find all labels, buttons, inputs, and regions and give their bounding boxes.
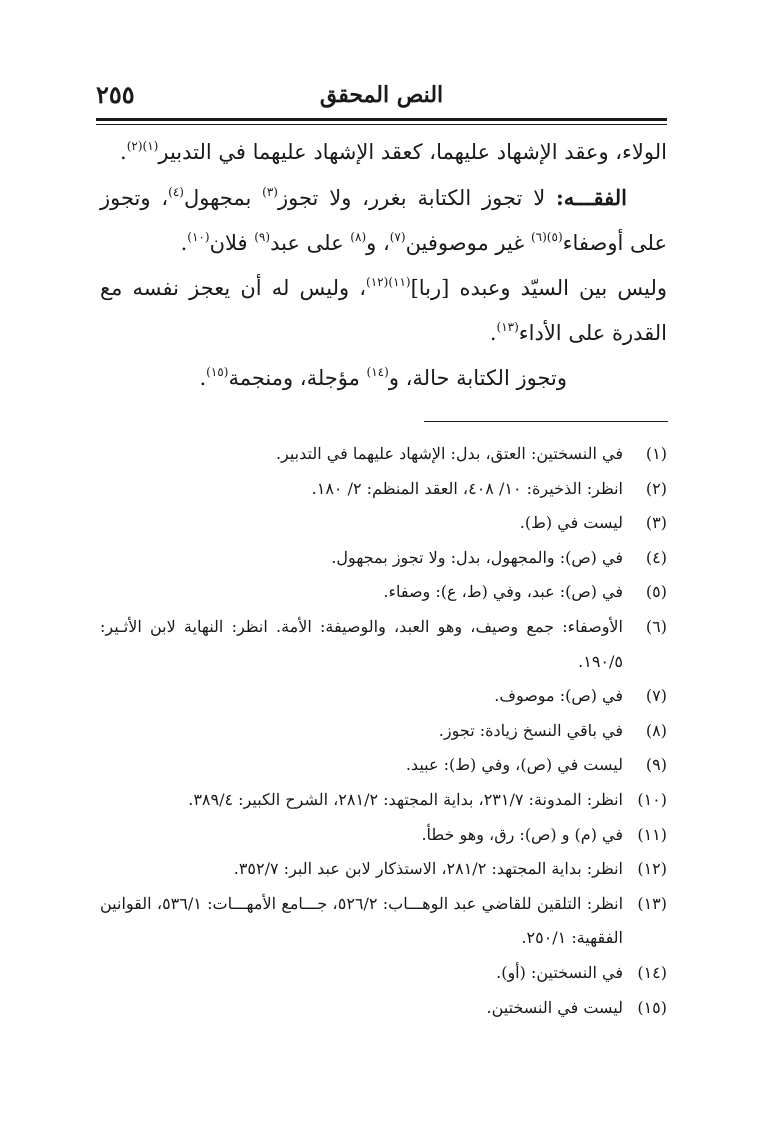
footnote-text: في (م) و (ص): رق، وهو خطأ.	[421, 824, 623, 844]
paragraph-fiqh: الفقـــه: لا تجوز الكتابة بغرر، ولا تجوز$^{(٣)}$ بمجهول$^{(٤)}$، وتجوز على أوصفاء$^{(٥)(٦)}$ غير موصوفين$^{(٧)}$، و$^{(٨)}$ على عبد$^{(٩)}$ فلان$^{(١٠)}$.	[100, 185, 667, 255]
footnote	[100, 818, 667, 853]
footnote-number: (١٣)	[637, 893, 667, 913]
footnote-ref: (١٣)	[496, 320, 519, 334]
footnote-ref: (١٢)	[366, 275, 389, 289]
footnote-number: (١١)	[637, 824, 667, 844]
footnote-ref: (٥)	[546, 230, 563, 244]
footnote-text: في النسختين: العتق، بدل: الإشهاد عليهما في التدبير.	[275, 444, 623, 463]
header-rule-thin	[96, 124, 667, 125]
footnote-number: (٣)	[645, 513, 667, 533]
footnote-text: في (ص): موصوف.	[494, 686, 623, 706]
paragraph-master-slave: وليس بين السيّد وعبده [ربا]$^{(١١)(١٢)}$، وليس له أن يعجز نفسه مع القدرة على الأداء$^{(١٣)}$.	[100, 275, 667, 345]
footnote-ref: (٧)	[389, 230, 406, 244]
text-line-continuation: الولاء، وعقد الإشهاد عليهما، كعقد الإشهاد عليهما في التدبير$^{(١)(٢)}$.	[120, 139, 667, 164]
footnote-ref: (٦)	[530, 230, 547, 244]
footnote-text: الأوصفاء: جمع وصيف، وهو العبد، والوصيفة: الأمة. انظر: النهاية لابن الأثـير: ١٩٠/٥.	[100, 616, 623, 671]
footnote	[100, 506, 667, 541]
footnote	[100, 887, 667, 956]
footnote-number: (١٤)	[637, 962, 667, 982]
footnote-ref: (١٠)	[187, 230, 210, 244]
footnote	[100, 852, 667, 887]
footnote	[100, 956, 667, 991]
footnote-ref: (٩)	[254, 230, 271, 244]
footnote	[100, 783, 667, 818]
page-number: ٢٥٥	[96, 80, 135, 109]
footnote-ref: (٨)	[350, 230, 367, 244]
footnote-separator	[424, 421, 668, 422]
footnote-number: (٩)	[645, 755, 667, 775]
footnote-text: ليست في النسختين.	[486, 997, 623, 1017]
footnote-ref: (١)	[142, 139, 159, 153]
footnote	[100, 991, 667, 1026]
page-header	[96, 82, 667, 122]
footnote-number: (١٥)	[637, 997, 667, 1017]
footnote-ref: (١١)	[388, 275, 411, 289]
paragraph-kitaba: وتجوز الكتابة حالة، و$^{(١٤)}$ مؤجلة، ومنجمة$^{(١٥)}$.	[199, 365, 567, 390]
page-title: النص المحقق	[319, 82, 444, 108]
footnote-text: في باقي النسخ زيادة: تجوز.	[438, 720, 623, 740]
footnote-number: (٧)	[645, 686, 667, 706]
header-rule-thick	[96, 118, 667, 121]
footnote	[100, 437, 667, 472]
footnote-number: (٨)	[645, 720, 667, 740]
footnote	[100, 575, 667, 610]
footnote-ref: (٤)	[168, 185, 184, 199]
footnote-number: (٢)	[645, 478, 667, 498]
footnote-number: (١٢)	[637, 859, 667, 879]
footnote-number: (٥)	[645, 582, 667, 602]
footnote-number: (١)	[645, 444, 667, 463]
footnote	[100, 714, 667, 749]
footnote-text: في النسختين: (أو).	[496, 962, 623, 982]
footnote-number: (٤)	[645, 547, 667, 567]
footnote-number: (١٠)	[637, 789, 667, 809]
footnotes	[100, 437, 667, 1025]
footnote-ref: (٣)	[262, 185, 278, 199]
footnote	[100, 679, 667, 714]
footnote-text: انظر: الذخيرة: ١٠/ ٤٠٨، العقد المنظم: ٢/ ١٨٠.	[311, 478, 623, 498]
footnote-ref: (٢)	[126, 139, 143, 153]
footnote-text: ليست في (ط).	[519, 513, 623, 533]
main-text	[100, 130, 667, 401]
footnote-text: انظر: بداية المجتهد: ٢٨١/٢، الاستذكار لابن عبد البر: ٣٥٢/٧.	[233, 859, 623, 879]
footnote	[100, 472, 667, 507]
footnote	[100, 748, 667, 783]
footnote-ref: (١٤)	[366, 365, 389, 379]
footnote	[100, 541, 667, 576]
footnote-ref: (١٥)	[206, 365, 229, 379]
footnote	[100, 610, 667, 679]
footnote-text: ليست في (ص)، وفي (ط): عبيد.	[405, 755, 623, 775]
footnote-text: انظر: المدونة: ٢٣١/٧، بداية المجتهد: ٢٨١/٢، الشرح الكبير: ٣٨٩/٤.	[188, 789, 623, 809]
footnote-number: (٦)	[645, 616, 667, 636]
footnote-text: في (ص): عبد، وفي (ط، ع): وصفاء.	[383, 582, 623, 602]
footnote-text: في (ص): والمجهول، بدل: ولا تجوز بمجهول.	[331, 547, 623, 567]
section-lead: الفقـــه:	[556, 185, 627, 210]
footnote-text: انظر: التلقين للقاضي عبد الوهـــاب: ٥٢٦/٢، جـــامع الأمهـــات: ٥٣٦/١، القوانين الفقهية: ٢٥٠/١.	[100, 893, 624, 948]
